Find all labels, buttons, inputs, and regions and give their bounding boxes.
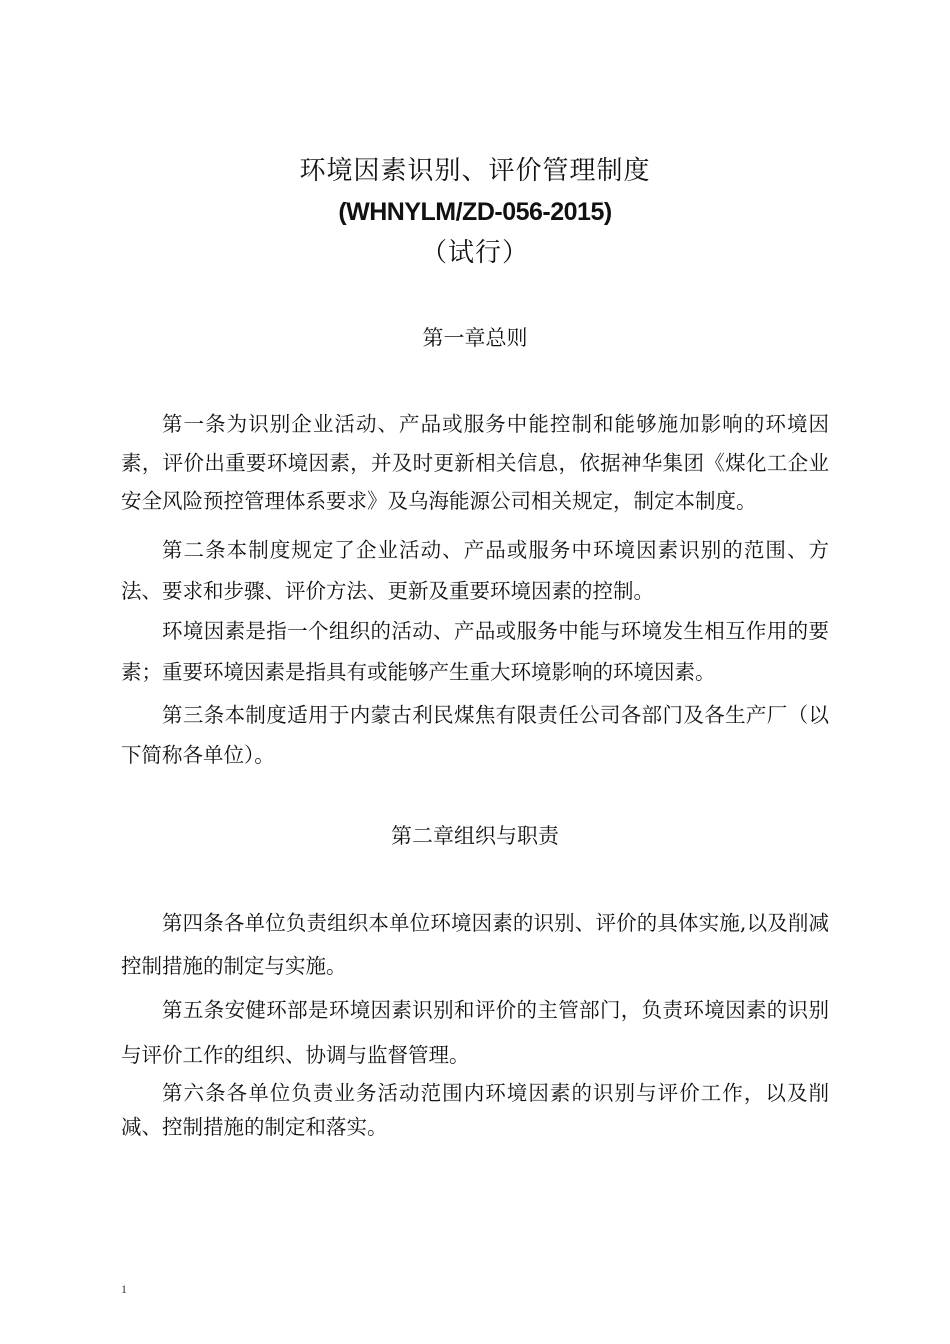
document-title: 环境因素识别、评价管理制度 [299, 156, 651, 186]
chapter-1-heading: 第一章总则 [422, 326, 528, 350]
chapter-1-paragraph-4: 第三条本制度适用于内蒙古利民煤焦有限责任公司各部门及各生产厂（以下简称各单位）。 [121, 703, 829, 767]
document-code: (WHNYLM/ZD-056-2015) [338, 198, 612, 226]
chapter-2-paragraph-3: 第六条各单位负责业务活动范围内环境因素的识别与评价工作，以及削减、控制措施的制定和落实。 [121, 1081, 829, 1139]
document-status: （试行） [420, 238, 529, 268]
chapter-1-paragraph-1: 第一条为识别企业活动、产品或服务中能控制和能够施加影响的环境因素，评价出重要环境因素，并及时更新相关信息，依据神华集团《煤化工企业安全风险预控管理体系要求》及乌海能源公司相关规定，制定本制度。 [121, 412, 829, 513]
chapter-2-paragraph-2: 第五条安健环部是环境因素识别和评价的主管部门，负责环境因素的识别与评价工作的组织、协调与监督管理。 [121, 998, 829, 1067]
chapter-2-heading: 第二章组织与职责 [391, 824, 559, 848]
chapter-1-paragraph-3: 环境因素是指一个组织的活动、产品或服务中能与环境发生相互作用的要素；重要环境因素是指具有或能够产生重大环境影响的环境因素。 [121, 619, 829, 684]
chapter-2-paragraph-1: 第四条各单位负责组织本单位环境因素的识别、评价的具体实施,以及削减控制措施的制定与实施。 [121, 911, 829, 978]
page-number: 1 [121, 1282, 127, 1296]
chapter-1-paragraph-2: 第二条本制度规定了企业活动、产品或服务中环境因素识别的范围、方法、要求和步骤、评价方法、更新及重要环境因素的控制。 [121, 538, 829, 603]
